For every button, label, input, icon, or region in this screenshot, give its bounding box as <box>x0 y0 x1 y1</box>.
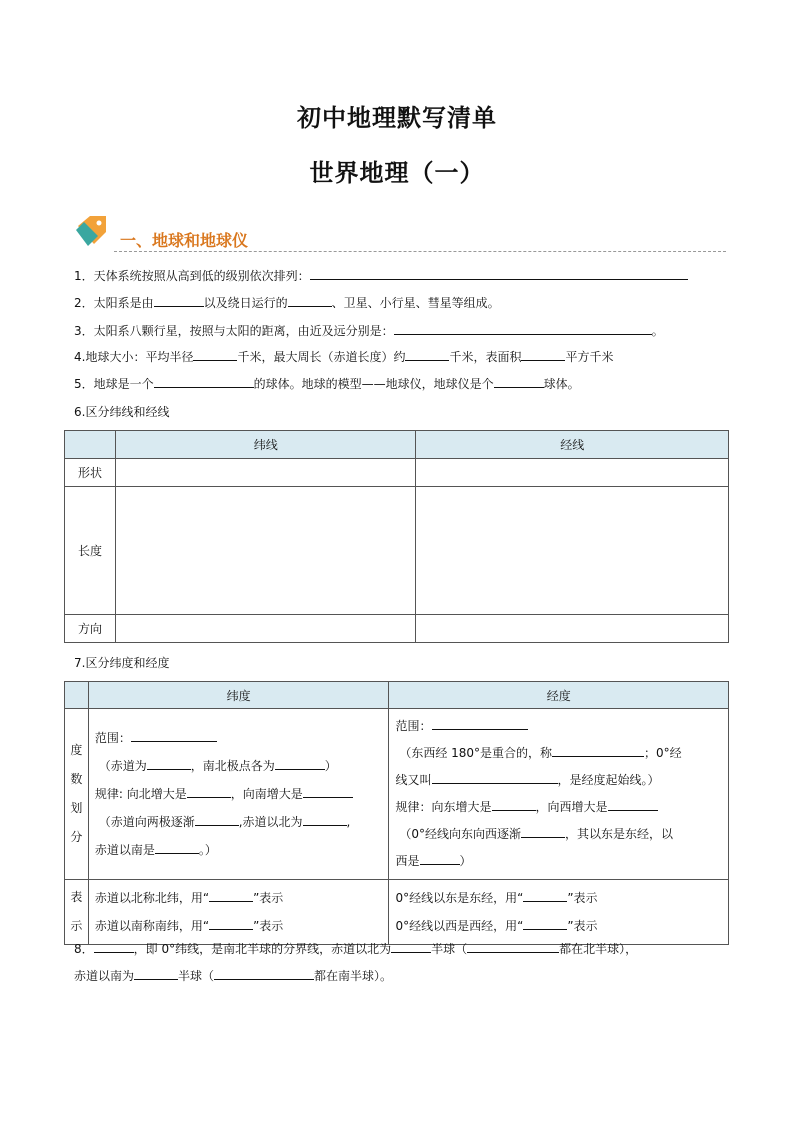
question-text: 2．太阳系是由 <box>74 296 154 310</box>
label-char: 示 <box>70 919 83 933</box>
cell-text: , <box>346 815 351 829</box>
blank[interactable] <box>209 918 253 930</box>
latitude-longitude-degree-table <box>64 681 729 945</box>
blank[interactable] <box>303 786 353 798</box>
question-text: 千米，表面积 <box>449 350 522 364</box>
blank[interactable] <box>432 772 558 784</box>
blank[interactable] <box>552 745 644 757</box>
cell-text: 规律：向东增大是 <box>395 800 492 814</box>
section-header <box>74 212 724 254</box>
question-3 <box>74 323 664 339</box>
latitude-longitude-lines-table <box>64 430 729 643</box>
question-text: 球体。 <box>543 377 580 391</box>
answer-cell[interactable] <box>416 487 729 615</box>
cell-text: 西是 <box>395 854 420 868</box>
question-text: 。 <box>651 324 664 338</box>
cell-text: 赤道以南是 <box>94 843 155 857</box>
cell-text: ”表示 <box>253 891 284 905</box>
blank[interactable] <box>432 718 528 730</box>
cell-text: 范围： <box>395 719 432 733</box>
label-char: 划 <box>70 801 83 815</box>
question-text: 都在北半球）， <box>559 942 638 956</box>
row-label-degree-division <box>65 709 89 880</box>
blank[interactable] <box>521 826 565 838</box>
blank[interactable] <box>147 758 191 770</box>
cell-text: 0°经线以东是东经，用“ <box>395 891 524 905</box>
question-text: 千米，最大周长（赤道长度）约 <box>237 350 406 364</box>
blank[interactable] <box>275 758 325 770</box>
answer-cell[interactable] <box>416 615 729 643</box>
cell-text: ） <box>459 854 472 868</box>
cell-text: ”表示 <box>567 919 598 933</box>
blank[interactable] <box>94 941 134 953</box>
cell-text: 0°经线以西是西经，用“ <box>395 919 524 933</box>
cell-text: ） <box>324 759 337 773</box>
cell-text: 规律: 向北增大是 <box>94 787 187 801</box>
blank[interactable] <box>523 918 567 930</box>
question-text: 半球（ <box>178 969 215 983</box>
cell-text: ,赤道以北为 <box>238 815 303 829</box>
blank[interactable] <box>187 786 231 798</box>
question-text: 4.地球大小：平均半径 <box>74 350 194 364</box>
blank[interactable] <box>154 376 254 388</box>
latitude-representation-cell <box>88 880 389 945</box>
question-5 <box>74 376 580 392</box>
cell-text: ”表示 <box>253 919 284 933</box>
blank[interactable] <box>310 268 688 280</box>
longitude-representation-cell <box>389 880 729 945</box>
question-4 <box>74 349 614 365</box>
header-blank <box>65 431 116 459</box>
blank[interactable] <box>209 890 253 902</box>
row-label-shape: 形状 <box>65 459 116 487</box>
blank[interactable] <box>608 799 658 811</box>
blank[interactable] <box>195 814 239 826</box>
blank[interactable] <box>420 853 460 865</box>
row-label-representation <box>65 880 89 945</box>
question-text: 5．地球是一个 <box>74 377 154 391</box>
cell-text: ；0°经 <box>644 746 682 760</box>
question-2 <box>74 295 500 311</box>
cell-text: （东西经 180°是重合的，称 <box>399 746 553 760</box>
longitude-division-cell <box>389 709 729 880</box>
document-title: 初中地理默写清单 <box>297 104 497 132</box>
question-text: 8． <box>74 942 94 956</box>
blank[interactable] <box>467 941 559 953</box>
blank[interactable] <box>193 349 237 361</box>
blank[interactable] <box>521 349 565 361</box>
blank[interactable] <box>288 295 332 307</box>
blank[interactable] <box>155 842 199 854</box>
document-subtitle: 世界地理（一） <box>309 159 485 187</box>
header-longitude-line: 经线 <box>416 431 729 459</box>
label-char: 表 <box>70 890 83 904</box>
answer-cell[interactable] <box>416 459 729 487</box>
question-text: 赤道以南为 <box>74 969 135 983</box>
question-text: 半球（ <box>431 942 468 956</box>
blank[interactable] <box>523 890 567 902</box>
row-label-length: 长度 <box>65 487 116 615</box>
cell-text: 。） <box>198 843 217 857</box>
question-text: 3．太阳系八颗行星，按照与太阳的距离，由近及远分别是： <box>74 324 394 338</box>
label-char: 度 <box>70 743 83 757</box>
blank[interactable] <box>494 376 544 388</box>
cell-text: ，向南增大是 <box>230 787 303 801</box>
cell-text: ，是经度起始线。） <box>557 773 660 787</box>
cell-text: 赤道以南称南纬，用“ <box>94 919 210 933</box>
cell-text: 范围： <box>94 731 131 745</box>
tag-icon <box>74 212 110 248</box>
cell-text: ，向西增大是 <box>535 800 608 814</box>
blank[interactable] <box>405 349 449 361</box>
cell-text: ，其以东是东经，以 <box>564 827 673 841</box>
cell-text: （0°经线向东向西逐渐 <box>399 827 521 841</box>
answer-cell[interactable] <box>115 459 416 487</box>
question-text: 的球体。地球的模型——地球仪，地球仪是个 <box>253 377 494 391</box>
blank[interactable] <box>134 968 178 980</box>
question-7-label: 7.区分纬度和经度 <box>74 656 170 670</box>
blank[interactable] <box>131 730 217 742</box>
header-latitude: 纬度 <box>88 682 389 709</box>
question-8-line-1 <box>74 941 637 957</box>
section-title: 一、地球和地球仪 <box>120 231 249 250</box>
header-latitude-line: 纬线 <box>115 431 416 459</box>
cell-text: （赤道为 <box>98 759 147 773</box>
cell-text: 线又叫 <box>395 773 432 787</box>
blank[interactable] <box>303 814 347 826</box>
question-text: 以及绕日运行的 <box>203 296 288 310</box>
blank[interactable] <box>394 323 652 335</box>
question-text: ，即 0°纬线，是南北半球的分界线，赤道以北为 <box>133 942 392 956</box>
section-divider <box>114 251 726 252</box>
question-text: 1．天体系统按照从高到低的级别依次排列： <box>74 269 310 283</box>
row-label-direction: 方向 <box>65 615 116 643</box>
label-char: 数 <box>70 772 83 786</box>
cell-text: ，南北极点各为 <box>190 759 275 773</box>
blank[interactable] <box>214 968 314 980</box>
blank[interactable] <box>154 295 204 307</box>
question-8-line-2 <box>74 968 392 984</box>
label-char: 分 <box>70 830 83 844</box>
question-text: 平方千米 <box>565 350 614 364</box>
cell-text: （赤道向两极逐渐 <box>98 815 195 829</box>
answer-cell[interactable] <box>115 615 416 643</box>
cell-text: 赤道以北称北纬，用“ <box>94 891 210 905</box>
answer-cell[interactable] <box>115 487 416 615</box>
cell-text: ”表示 <box>567 891 598 905</box>
question-6-label: 6.区分纬线和经线 <box>74 405 170 419</box>
latitude-division-cell <box>88 709 389 880</box>
blank[interactable] <box>492 799 536 811</box>
question-text: 、卫星、小行星、彗星等组成。 <box>331 296 500 310</box>
question-1 <box>74 268 688 284</box>
question-text: 都在南半球）。 <box>314 969 393 983</box>
header-blank <box>65 682 89 709</box>
blank[interactable] <box>391 941 431 953</box>
header-longitude: 经度 <box>389 682 729 709</box>
